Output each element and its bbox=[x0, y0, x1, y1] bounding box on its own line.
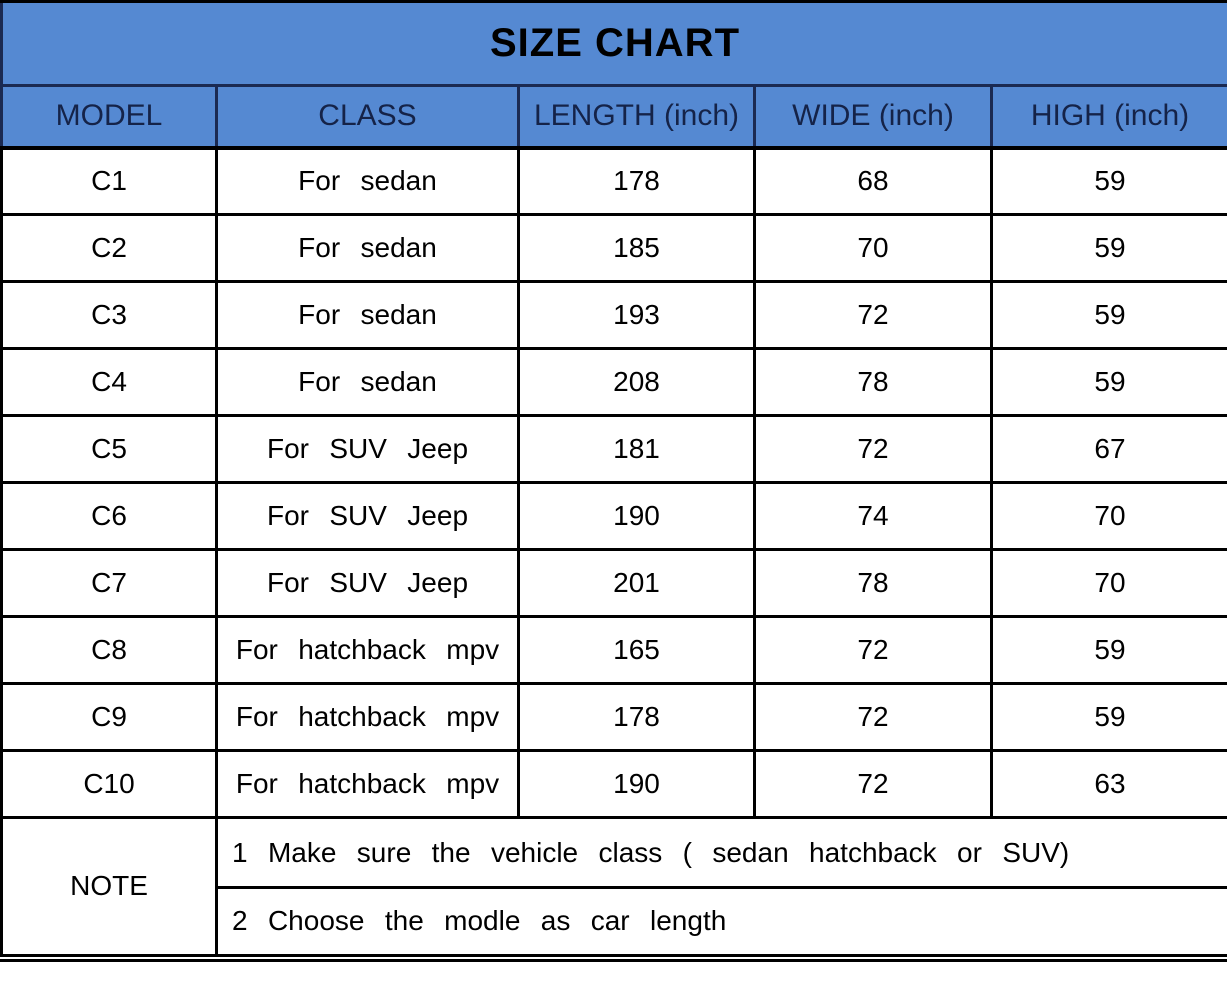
table-row bbox=[2, 684, 1227, 751]
class-cell: For hatchback mpv bbox=[217, 684, 519, 751]
note-row bbox=[2, 818, 1227, 888]
wide-cell: 78 bbox=[755, 550, 992, 617]
length-cell: 185 bbox=[519, 215, 755, 282]
model-cell: C6 bbox=[2, 483, 217, 550]
chart-title: SIZE CHART bbox=[2, 2, 1227, 86]
col-header-model: MODEL bbox=[2, 86, 217, 148]
length-cell: 208 bbox=[519, 349, 755, 416]
high-cell: 59 bbox=[992, 282, 1227, 349]
wide-cell: 72 bbox=[755, 617, 992, 684]
table-row bbox=[2, 416, 1227, 483]
high-cell: 59 bbox=[992, 148, 1227, 215]
col-header-high: HIGH (inch) bbox=[992, 86, 1227, 148]
wide-cell: 72 bbox=[755, 282, 992, 349]
title-row bbox=[2, 2, 1227, 86]
table-row bbox=[2, 349, 1227, 416]
class-cell: For sedan bbox=[217, 215, 519, 282]
col-header-length: LENGTH (inch) bbox=[519, 86, 755, 148]
wide-cell: 72 bbox=[755, 684, 992, 751]
table-row bbox=[2, 148, 1227, 215]
column-header-row bbox=[2, 86, 1227, 148]
wide-cell: 74 bbox=[755, 483, 992, 550]
length-cell: 190 bbox=[519, 751, 755, 818]
high-cell: 59 bbox=[992, 215, 1227, 282]
col-header-wide: WIDE (inch) bbox=[755, 86, 992, 148]
high-cell: 59 bbox=[992, 617, 1227, 684]
model-cell: C5 bbox=[2, 416, 217, 483]
class-cell: For sedan bbox=[217, 349, 519, 416]
high-cell: 63 bbox=[992, 751, 1227, 818]
wide-cell: 78 bbox=[755, 349, 992, 416]
model-cell: C2 bbox=[2, 215, 217, 282]
high-cell: 70 bbox=[992, 483, 1227, 550]
class-cell: For sedan bbox=[217, 148, 519, 215]
model-cell: C10 bbox=[2, 751, 217, 818]
high-cell: 59 bbox=[992, 684, 1227, 751]
wide-cell: 72 bbox=[755, 751, 992, 818]
high-cell: 59 bbox=[992, 349, 1227, 416]
note-label: NOTE bbox=[2, 818, 217, 958]
length-cell: 193 bbox=[519, 282, 755, 349]
class-cell: For SUV Jeep bbox=[217, 416, 519, 483]
table-row bbox=[2, 282, 1227, 349]
table-row bbox=[2, 617, 1227, 684]
length-cell: 201 bbox=[519, 550, 755, 617]
model-cell: C7 bbox=[2, 550, 217, 617]
class-cell: For SUV Jeep bbox=[217, 550, 519, 617]
length-cell: 178 bbox=[519, 148, 755, 215]
model-cell: C1 bbox=[2, 148, 217, 215]
class-cell: For SUV Jeep bbox=[217, 483, 519, 550]
wide-cell: 70 bbox=[755, 215, 992, 282]
class-cell: For hatchback mpv bbox=[217, 751, 519, 818]
note-item-1: 1 Make sure the vehicle class ( sedan hatchback or SUV) bbox=[217, 818, 1227, 888]
wide-cell: 72 bbox=[755, 416, 992, 483]
model-cell: C3 bbox=[2, 282, 217, 349]
wide-cell: 68 bbox=[755, 148, 992, 215]
table-row bbox=[2, 483, 1227, 550]
table-row bbox=[2, 550, 1227, 617]
high-cell: 70 bbox=[992, 550, 1227, 617]
class-cell: For sedan bbox=[217, 282, 519, 349]
length-cell: 165 bbox=[519, 617, 755, 684]
table-row bbox=[2, 215, 1227, 282]
note-item-2: 2 Choose the modle as car length bbox=[217, 888, 1227, 958]
class-cell: For hatchback mpv bbox=[217, 617, 519, 684]
length-cell: 178 bbox=[519, 684, 755, 751]
high-cell: 67 bbox=[992, 416, 1227, 483]
model-cell: C4 bbox=[2, 349, 217, 416]
col-header-class: CLASS bbox=[217, 86, 519, 148]
model-cell: C9 bbox=[2, 684, 217, 751]
table-row bbox=[2, 751, 1227, 818]
model-cell: C8 bbox=[2, 617, 217, 684]
length-cell: 181 bbox=[519, 416, 755, 483]
length-cell: 190 bbox=[519, 483, 755, 550]
